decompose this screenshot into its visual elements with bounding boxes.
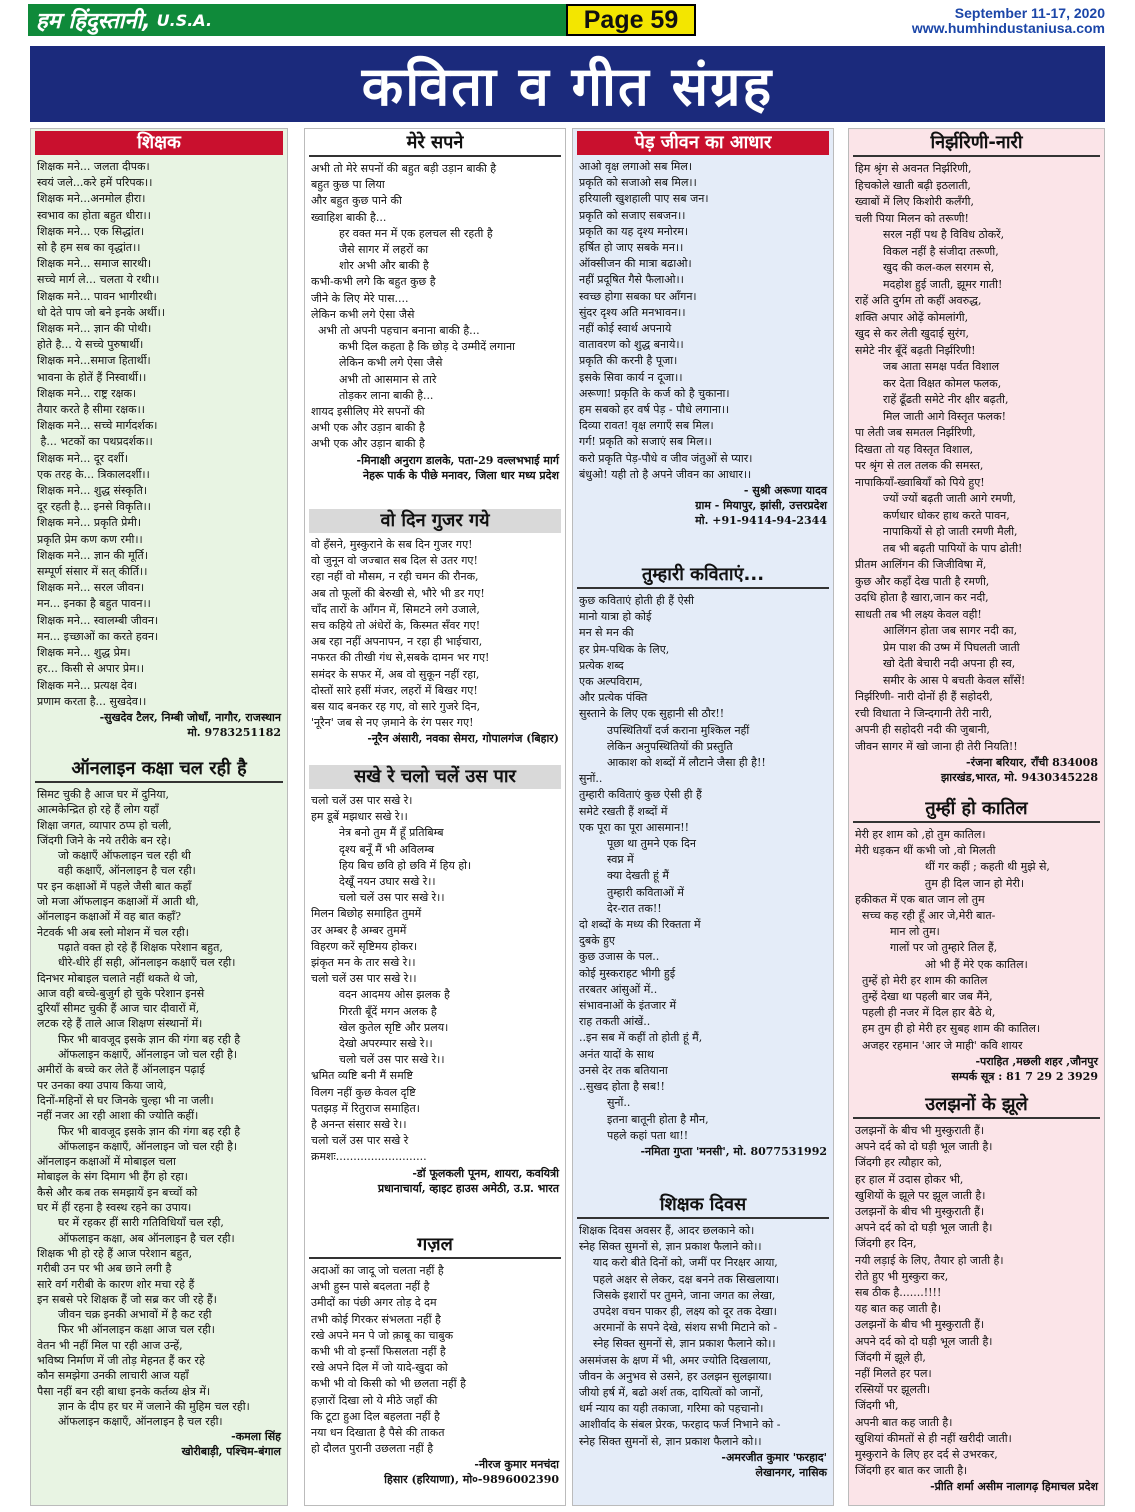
poem-body: अभी तो मेरे सपनों की बहुत बड़ी उड़ान बाकी है बहुत कुछ पा लिया और बहुत कुछ पाने की ख्वाहिश बाकी है... हर वक्त मन में एक हलचल सी रहती है जैसे सागर में लहरों का शोर अभी और बाकी है कभी-कभी लगे कि बहुत कुछ है जीने के लिए मेरे पास.... लेकिन कभी लगे ऐसा जैसे अभी तो अपनी पहचान बनाना बाकी है... कभी दिल कहता है कि छोड़ दे उम्मीदें लगाना लेकिन कभी लगे ऐसा जैसे अभी तो आसमान से तारे तोड़कर लाना बाकी है... शायद इसीलिए मेरे सपनों की अभी एक और उड़ान बाकी है अभी एक और उड़ान बाकी है [311, 162, 515, 451]
poem-author: -प्रीति शर्मा असीम नालागढ़ हिमाचल प्रदेश [930, 1480, 1098, 1494]
poem-title: तुम्हारी कविताएं... [577, 563, 829, 589]
poem-title: वो दिन गुजर गये [309, 509, 561, 533]
poem-tumhari-kavitayen [573, 563, 833, 1159]
poem-body: चलो चलें उस पार सखे रे। हम डूबें मझधार सखे रे।। नेत्र बनो तुम मैं हूँ प्रतिबिम्ब दृश्य बनूँ मैं भी अविलम्ब हिय बिच छवि हो छवि में हिय हो। देखूँ नयन उघार सखे रे।। चलो चलें उस पार सखे रे।। मिलन बिछोह समाहित तुममें उर अम्बर है अम्बर तुममें विहरण करें सृष्टिमय होकर। झंकृत मन के तार सखे रे।। चलो चलें उस पार सखे रे।। वदन आदमय ओस झलक है गिरती बूँदें मगन अलक है खेल कुतेल सृष्टि और प्रलय। देखो अपरम्पार सखे रे।। चलो चलें उस पार सखे रे।। भ्रमित व्यष्टि बनी मैं समष्टि विलग नहीं कुछ केवल दृष्टि पतझड़ में रितुराज समाहित। है अनन्त संसार सखे रे।। चलो चलें उस पार सखे रे क्रमशः.......................... [311, 794, 472, 1164]
poem-vo-din [305, 509, 565, 746]
poem-title: गज़ल [309, 1233, 561, 1259]
issue-date: September 11-17, 2020 [954, 5, 1105, 21]
masthead [28, 4, 568, 36]
poem-author: -नमिता गुप्ता 'मनसी', मो. 8077531992 [640, 1144, 827, 1158]
poem-shikshak [31, 131, 287, 740]
poem-author: -सुखदेव टैलर, निम्बी जोधाँ, नागौर, राजस्थान मो. 9783251182 [99, 710, 281, 739]
poem-body: कुछ कविताएं होती ही हैं ऐसी मानो यात्रा हो कोई मन से मन की हर प्रेम-पथिक के लिए, प्रत्येक शब्द एक अल्पविराम, और प्रत्येक पंक्ति सुस्ताने के लिए एक सुहानी सी ठौर!! उपस्थितियाँ दर्ज कराना मुश्किल नहीं लेकिन अनुपस्थितियों की प्रस्तुति आकाश को शब्दों में लौटाने जैसा ही है!! सुनों.. तुम्हारी कविताएं कुछ ऐसी ही हैं समेटे रखती हैं शब्दों में एक पूरा का पूरा आसमान!! पूछा था तुमने एक दिन स्वप्न में क्या देखती हूं मैं तुम्हारी कविताओं में देर-रात तक!! दो शब्दों के मध्य की रिक्तता में दुबके हुए कुछ उजास के पल.. कोई मुस्कराहट भीगी हुई तरबतर आंसुओं में.. संभावनाओं के इंतजार में राह तकती आंखें.. ..इन सब में कहीं तो होती हूं मैं, अनंत यादों के साथ उनसे देर तक बतियाना ..सुखद होता है सब!! सुनों.. इतना बातूनी होता है मौन, पहले कहां पता था!! [579, 594, 766, 1142]
masthead-subtitle: U.S.A. [156, 10, 213, 30]
page-header [0, 0, 1135, 42]
poem-mere-sapne [305, 131, 565, 483]
masthead-title: हम हिंदुस्तानी, [36, 9, 151, 34]
poem-author: -रंजना बरियार, राँची 834008 झारखंड,भारत, मो. 9430345228 [940, 756, 1098, 784]
poem-body: आओ वृक्ष लगाओ सब मिल। प्रकृति को सजाओ सब मिल।। हरियाली खुशहाली पाए सब जन। प्रकृति को सजाए सबजन।। प्रकृति का यह दृश्य मनोरम। हर्षित हो जाए सबके मन।। ऑक्सीजन की मात्रा बढाओ। नहीं प्रदूषित गैसे फैलाओ।। स्वच्छ होगा सबका घर आँगन। सुंदर दृश्य अति मनभावन।। नहीं कोई स्वार्थ अपनाये वातावरण को शुद्ध बनाये।। प्रकृति की करनी है पूजा। इसके सिवा कार्य न दूजा।। अरूणा! प्रकृति के कर्ज को है चुकाना। हम सबको हर वर्ष पेड़ - पौधे लगाना।। दिव्या रावत! वृक्ष लगाएँ सब मिल। गर्ग! प्रकृति को सजाएं सब मिल।। करो प्रकृति पेड़-पौधे व जीव जंतुओं से प्यार। बंधुओ! यही तो है अपने जीवन का आधार।। [579, 160, 753, 481]
poem-title: शिक्षक दिवस [577, 1193, 829, 1219]
poem-body: सिमट चुकी है आज घर में दुनिया, आत्मकेन्द्रित हो रहे हैं लोग यहाँ शिक्षा जगत, व्यापार ठप्प हो चली, जिंदगी जिने के नये तरीके बन रहे। जो कक्षाएँ ऑफलाइन चल रही थी वही कक्षाएँ, ऑनलाइन है चल रही। पर इन कक्षाओं में पहले जैसी बात कहाँ जो मजा ऑफलाइन कक्षाओं में आती थी, ऑनलाइन कक्षाओं में वह बात कहाँ? नेटवर्क भी अब स्लो मोशन में चल रही। पढ़ाते वक्त हो रहे हैं शिक्षक परेशान बहुत, धीरे-धीरे हीं सही, ऑनलाइन कक्षाएँ चल रही। दिनभर मोबाइल चलाते नहीं थकते थे जो, आज वही बच्चे-बुजुर्ग हो चुके परेशान इनसे दुरियाँ सीमट चुकी हैं आज चार दीवारों में, लटक रहे हैं ताले आज शिक्षण संस्थानों में। फिर भी बावजूद इसके ज्ञान की गंगा बह रही है ऑफलाइन कक्षाएँ, ऑनलाइन जो चल रही है। अमीरों के बच्चे कर लेते हैं ऑनलाइन पढ़ाई पर उनका क्या उपाय किया जाये, दिनों-महिनों से घर जिनके चुल्हा भी ना जली। नहीं नजर आ रही आशा की ज्योति कहीं। फिर भी बावजूद इसके ज्ञान की गंगा बह रही है ऑफलाइन कक्षाएँ, ऑनलाइन जो चल रही है। ऑनलाइन कक्षाओं में मोबाइल चला मोबाइल के संग दिमाग भी हैंग हो रहा। कैसे और कब तक समझायें इन बच्चों को घर में हीं रहना है स्वस्थ रहने का उपाय। घर में रहकर हीं सारी गतिविधियाँ चल रही, ऑफलाइन कक्षा, अब ऑनलाइन है चल रही। शिक्षक भी हो रहे हैं आज परेशान बहुत, गरीबी उन पर भी अब छाने लगी है सारे वर्ग गरीबी के कारण शोर मचा रहे हैं इन सबसे परे शिक्षक हैं जो सब्र कर जी रहे हैं। जीवन चक्र इनकी अभावों में है कट रही फिर भी ऑनलाइन कक्षा आज चल रही। वेतन भी नहीं मिल पा रही आज उन्हें, भविष्य निर्माण में जी तोड़ मेहनत हैं कर रहे कौन समझेगा उनकी लाचारी आज यहाँ पैसा नहीं बन रही बाधा इनके कर्तव्य क्षेत्र में। ज्ञान के दीप हर घर में जलाने की मुहिम चल रही। ऑफलाइन कक्षाएँ, ऑनलाइन है चल रही। [37, 788, 250, 1429]
poem-body: अदाओं का जादू जो चलता नहीं है अभी हुस्न पासे बदलता नहीं है उमीदों का पंछी अगर तोड़ दे दम तभी कोई गिरकर संभलता नहीं है रखे अपने मन पे जो क़ाबू का चाबुक कभी भी वो इन्साँ फिसलता नहीं है रखे अपने दिल में जो यादे-खुदा को कभी भी वो किसी को भी छलता नहीं है हज़ारों दिखा लो ये मीठे जहाँ की कि टूटा हुआ दिल बहलता नहीं है नया धन दिखाता है पैसे की ताकत हो दौलत पुरानी उछलता नहीं है [311, 1264, 466, 1456]
poem-ghazal [305, 1233, 565, 1487]
poem-author: -पराहित ,मछली शहर ,जौनपुर सम्पर्क सूत्र : 81 7 29 2 3929 [951, 1054, 1098, 1083]
dateline [912, 6, 1105, 36]
poem-body: मेरी हर शाम को ,हो तुम कातिल। मेरी धड़कन थीं कभी जो ,वो मिलती थीं गर कहीं ; कहती थी मुझे से, तुम ही दिल जान हो मेरी। हकीकत में एक बात जान लो तुम सच्च कह रही हूँ आर जे,मेरी बात- मान लो तुम। गालों पर जो तुम्हारे तिल हैं, ओ भी हैं मेरे एक कातिल। तुम्हें हो मेरी हर शाम की कातिल तुम्हें देखा था पहली बार जब मैंने, पहली ही नजर में दिल हार बैठे थे, हम तुम ही हो मेरी हर सुबह शाम की कातिल। अजहर रहमान 'आर जे माही' कवि शायर [855, 828, 1050, 1052]
section-banner: कविता व गीत संग्रह [30, 46, 1105, 122]
poem-body: शिक्षक मने... जलता दीपक। स्वयं जले...करे हमें परिपक।। शिक्षक मने...अनमोल हीरा। स्वभाव का होता बहुत धीरा।। शिक्षक मने... एक सिद्धांत। सो है हम सब का वृद्धांत।। शिक्षक मने... समाज सारथी। सच्चे मार्ग ले... चलता ये रथी।। शिक्षक मने... पावन भागीरथी। धो देते पाप जो बने इनके अर्थी।। शिक्षक मने... ज्ञान की पोथी। होते है... ये सच्चे पुरुषार्थी। शिक्षक मने...समाज हितार्थी। भावना के होतें हैं निस्वार्थी।। शिक्षक मने... राष्ट्र रक्षक। तैयार करते है सीमा रक्षक।। शिक्षक मने... सच्चे मार्गदर्शक। है... भटकों का पथप्रदर्शक।। शिक्षक मने... दूर दर्शी। एक तरह के... त्रिकालदर्शी।। शिक्षक मने... शुद्ध संस्कृति। दूर रहती है... इनसे विकृति।। शिक्षक मने... प्रकृति प्रेमी। प्रकृति प्रेम कण कण रमी।। शिक्षक मने... ज्ञान की मूर्ति। सम्पूर्ण संसार में सत् कीर्ति।। शिक्षक मने... सरल जीवन। मन... इनका है बहुत पावन।। शिक्षक मने... स्वालम्बी जीवन। मन... इच्छाओं का करते हवन। शिक्षक मने... शुद्ध प्रेम। हर... किसी से अपार प्रेम।। शिक्षक मने... प्रत्यक्ष देव। प्रणाम करता है... सुखदेव।। [37, 160, 166, 708]
column-2 [304, 128, 566, 1506]
poem-uljhanon-ke-jhoole [849, 1093, 1104, 1494]
poem-author: -मिनाक्षी अनुराग डालके, पता-29 वल्लभभाई मार्ग नेहरू पार्क के पीछे मनावर, जिला धार मध्य प्रदेश [356, 453, 559, 482]
poem-title: शिक्षक [35, 131, 283, 155]
column-3 [572, 128, 834, 1506]
poem-ped-jeevan [573, 131, 833, 528]
poem-online-kaksha [31, 757, 287, 1459]
poem-author: -नूरैन अंसारी, नवका सेमरा, गोपालगंज (बिहार) [367, 732, 559, 746]
poem-body: हिम श्रृंग से अवनत निर्झरिणी, हिचकोले खाती बढ़ी इठलाती, ख्वाबों में लिए किशोरी कलँगी, चली पिया मिलन को तरूणी! सरल नहीं पथ है विविध ठोकरें, विकल नहीं है संजीदा तरूणी, खुद की कल-कल सरगम से, मदहोश हुई जाती, झूमर गाती! राहें अति दुर्गम तो कहीं अवरुद्ध, शक्ति अपार ओढ़ें कोमलांगी, खुद से कर लेती खुदाई सुरंग, समेटे नीर बूँदें बढ़ती निर्झरिणी! जब आता समक्ष पर्वत विशाल कर देता विक्षत कोमल फलक, राहें ढूँढती समेटे नीर क्षीर बढ़ती, मिल जाती आगे विस्तृत फलक! पा लेती जब समतल निर्झरिणी, दिखता तो यह विस्तृत विशाल, पर श्रृंग से तल तलक की समस्त, नापाकियाँ-ख्वाबियाँ को पिये हुए! ज्यों ज्यों बढ़ती जाती आगे रमणी, कर्णधार धोकर हाथ करते पावन, नापाकियों से हो जाती रमणी मैली, तब भी बढ़ती पापियों के पाप ढोती! प्रीतम आलिंगन की जिजीविषा में, कुछ और कहाँ देख पाती है रमणी, उदधि होता है खारा,जान कर नदी, साधती तब भी लक्ष्य केवल वही! आलिंगन होता जब सागर नदी का, प्रेम पाश की उष्म में पिघलती जाती खो देती बेचारी नदी अपना ही स्व, समीर के आस पे बचती केवल साँसें! निर्झरिणी- नारी दोनों ही हैं सहोदरी, रची विधाता ने जिन्दगानी तेरी नारी, अपनी ही सहोदरी नदी की जुबानी, जीवन सागर में खो जाना ही तेरी नियति!! [855, 162, 1026, 753]
column-4 [848, 128, 1105, 1506]
poem-tumhi-ho-katil [849, 797, 1104, 1084]
website-url[interactable]: www.humhindustaniusa.com [911, 20, 1105, 36]
column-1 [30, 128, 288, 1506]
poem-body: वो हँसने, मुस्कुराने के सब दिन गुजर गए! वो जुनून वो जज्बात सब दिल से उतर गए! रहा नहीं वो मौसम, न रही चमन की रौनक, अब तो फूलों की बेरुखी से, भौरे भी डर गए! चाँद तारों के आँगन में, सिमटने लगे उजाले, सच कहिये तो अंधेरों के, किस्मत सँवर गए! अब रहा नहीं अपनापन, न रहा ही भाईचारा, नफरत की तीखी गंध से,सबके दामन भर गए! समंदर के सफर में, अब वो सुकून नहीं रहा, दोस्तों सारे हसीं मंजर, लहरों में बिखर गए! बस याद बनकर रह गए, वो सारे गुजरे दिन, 'नूरैन' जब से नए ज़माने के रंग पसर गए! [311, 538, 490, 730]
poem-title: तुम्हीं हो कातिल [853, 797, 1100, 823]
poem-title: मेरे सपने [309, 131, 561, 157]
poem-title: सखे रे चलो चलें उस पार [309, 765, 561, 789]
poem-title: निर्झरिणी-नारी [853, 131, 1100, 157]
poem-author: - सुश्री अरूणा यादव ग्राम - मियापुर, झांसी, उत्तरप्रदेश मो. +91-9414-94-2344 [695, 484, 827, 528]
poem-author: -नीरज कुमार मनचंदा हिसार (हरियाणा), मो०-9896002390 [384, 1458, 559, 1487]
poem-author: -कमला सिंह खोरीबाड़ी, पश्चिम-बंगाल [181, 1430, 281, 1459]
poem-sakhe-re [305, 765, 565, 1196]
poem-author: -डॉ फूलकली पूनम, शायरा, कवयित्री प्रधानाचार्या, व्हाइट हाउस अमेठी, उ.प्र. भारत [377, 1166, 559, 1195]
poem-author: -अमरजीत कुमार 'फरहाद' लेखानगर, नासिक [721, 1450, 827, 1479]
page-number: Page 59 [566, 4, 696, 36]
poem-title: ऑनलाइन कक्षा चल रही है [35, 757, 283, 783]
poem-body: शिक्षक दिवस अवसर हैं, आदर छलकाने को। स्नेह सिक्त सुमनों से, ज्ञान प्रकाश फैलाने को।। याद करो बीते दिनों को, जमीं पर निरक्षर आया, पहले अक्षर से लेकर, दक्ष बनने तक सिखलाया। जिसके इशारों पर तुमने, जाना जगत का लेखा, उपदेश वचन पाकर ही, लक्ष्य को दूर तक देखा। अरमानों के सपने देखे, संशय सभी मिटाने को - स्नेह सिक्त सुमनों से, ज्ञान प्रकाश फैलाने को।। असमंजस के क्षण में भी, अमर ज्योति दिखलाया, जीवन के अनुभव से उसने, हर उलझन सुलझाया। जीयो हर्ष में, बढो अर्श तक, दायित्वों को जानों, धर्म न्याय का यही तकाजा, गरिमा को पहचानो। आशीर्वाद के संबल प्रेरक, फरहाद फर्ज निभाने को - स्नेह सिक्त सुमनों से, ज्ञान प्रकाश फैलाने को।। [579, 1224, 781, 1448]
poem-nirjharini [849, 131, 1104, 785]
poem-title: पेड़ जीवन का आधार [577, 131, 829, 155]
poem-title: उलझनों के झूले [853, 1093, 1100, 1119]
poem-shikshak-divas [573, 1193, 833, 1480]
poem-body: उलझनों के बीच भी मुस्कुराती हैं। अपने दर्द को दो घड़ी भूल जाती है। जिंदगी हर त्यौहार को, हर हाल में उदास होकर भी, खुशियों के झूले पर झूल जाती है। उलझनों के बीच भी मुस्कुराती हैं। अपने दर्द को दो घड़ी भूल जाती है। जिंदगी हर दिन, नयी लड़ाई के लिए, तैयार हो जाती है। रोते हुए भी मुस्कुरा कर, सब ठीक है.......!!!! यह बात कह जाती है। उलझनों के बीच भी मुस्कुराती हैं। अपने दर्द को दो घड़ी भूल जाती है। जिंदगी में झूले ही, नहीं मिलते हर पल। रस्सियों पर झूलती। जिंदगी भी, अपनी बात कह जाती है। खुशियां कीमतों से ही नहीं खरीदी जाती। मुस्कुराने के लिए हर दर्द से उभरकर, जिंदगी हर बात कर जाती है। [855, 1124, 1012, 1478]
